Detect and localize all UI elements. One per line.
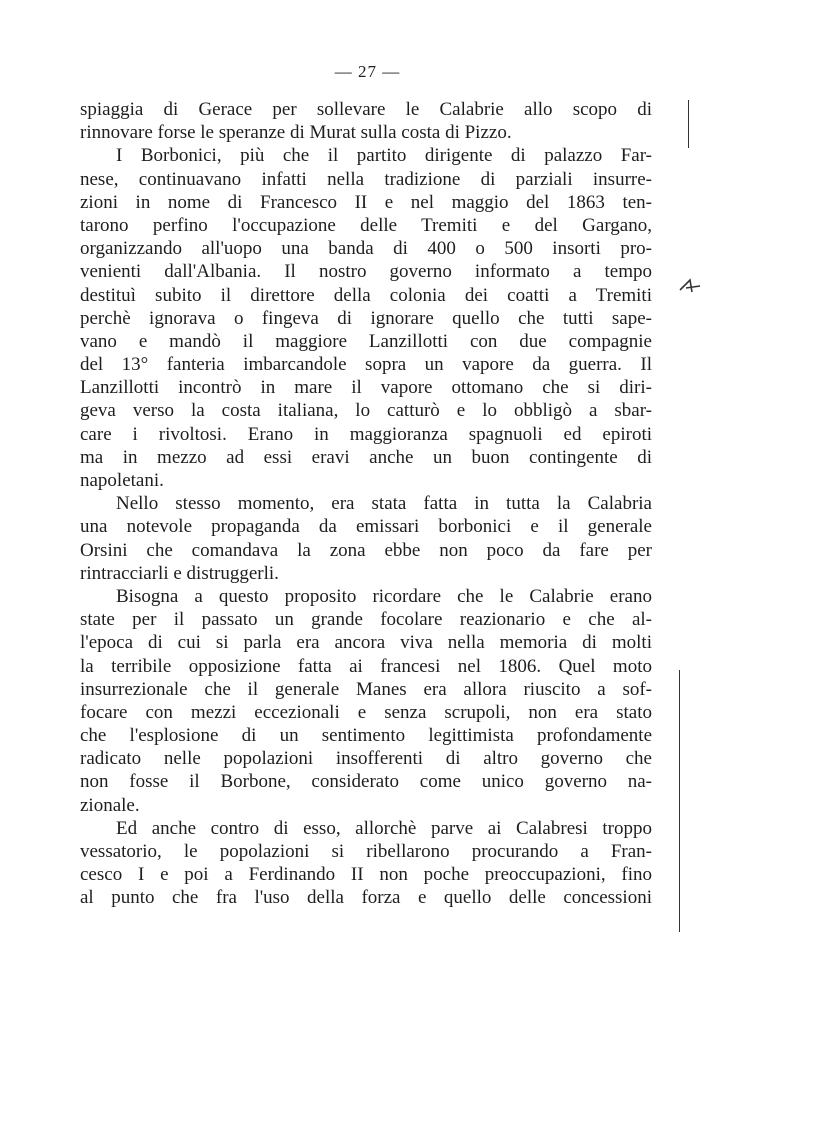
margin-rule — [679, 670, 680, 932]
text-line: Ed anche contro di esso, allorchè parve ai Calabresi troppo — [116, 817, 652, 839]
text-line: al punto che fra l'uso della forza e quello delle concessioni — [80, 887, 652, 909]
text-line: vano e mandò il maggiore Lanzillotti con due compagnie — [80, 330, 652, 352]
text-line: vessatorio, le popolazioni si ribellarono procurando a Fran- — [80, 841, 652, 862]
paragraph-4 — [80, 585, 652, 817]
text-line: zionale. — [80, 794, 140, 816]
text-line: zioni in nome di Francesco II e nel maggio del 1863 ten- — [80, 191, 652, 213]
paragraph-1 — [80, 98, 652, 144]
text-line: geva verso la costa italiana, lo catturò e lo obbligò a sbar- — [80, 400, 652, 422]
text-line: venienti dall'Albania. Il nostro governo informato a tempo — [80, 261, 652, 283]
text-line: ma in mezzo ad essi eravi anche un buon contingente di — [80, 446, 652, 468]
text-line: una notevole propaganda da emissari borbonici e il generale — [80, 516, 652, 538]
paragraph-3 — [80, 492, 652, 585]
text-line: Orsini che comandava la zona ebbe non poco da fare per — [80, 539, 652, 561]
text-line: destituì subito il direttore della colonia dei coatti a Tremiti — [80, 284, 652, 306]
text-line: spiaggia di Gerace per sollevare le Calabrie allo scopo di — [80, 99, 652, 120]
text-line: state per il passato un grande focolare reazionario e che al- — [80, 609, 652, 631]
text-line: la terribile opposizione fatta ai francesi nel 1806. Quel moto — [80, 655, 652, 677]
text-line: cesco I e poi a Ferdinando II non poche preoccupazioni, fino — [80, 864, 652, 886]
text-line: napoletani. — [80, 470, 164, 491]
text-line: l'epoca di cui si parla era ancora viva nella memoria di molti — [80, 632, 652, 654]
body-text — [80, 98, 652, 910]
text-line: rinnovare forse le speranze di Murat sulla costa di Pizzo. — [80, 122, 512, 144]
text-line: non fosse il Borbone, considerato come unico governo na- — [80, 771, 652, 793]
text-line: focare con mezzi eccezionali e senza scrupoli, non era stato — [80, 701, 652, 723]
text-line: insurrezionale che il generale Manes era allora riuscito a sof- — [80, 678, 652, 700]
text-line: che l'esplosione di un sentimento legittimista profondamente — [80, 725, 652, 747]
text-line: organizzando all'uopo una banda di 400 o 500 insorti pro- — [80, 238, 652, 260]
text-line: rintracciarli e distruggerli. — [80, 562, 279, 584]
text-line: Nello stesso momento, era stata fatta in tutta la Calabria — [116, 493, 652, 515]
text-line: I Borbonici, più che il partito dirigente di palazzo Far- — [116, 145, 652, 167]
text-line: tarono perfino l'occupazione delle Tremiti e del Gargano, — [80, 214, 652, 236]
text-line: radicato nelle popolazioni insofferenti di altro governo che — [80, 748, 652, 770]
paragraph-2 — [80, 144, 652, 492]
text-line: del 13° fanteria imbarcandole sopra un vapore da guerra. Il — [80, 354, 652, 376]
margin-mark — [678, 276, 702, 302]
margin-rule — [688, 100, 689, 148]
text-line: Lanzillotti incontrò in mare il vapore ottomano che si diri- — [80, 377, 652, 399]
text-line: perchè ignorava o fingeva di ignorare quello che tutti sape- — [80, 307, 652, 329]
paragraph-5 — [80, 817, 652, 910]
text-line: nese, continuavano infatti nella tradizione di parziali insurre- — [80, 168, 652, 190]
text-line: Bisogna a questo proposito ricordare che le Calabrie erano — [116, 585, 652, 607]
page-number: — 27 — — [334, 62, 401, 81]
text-line: care i rivoltosi. Erano in maggioranza spagnuoli ed epiroti — [80, 423, 652, 445]
